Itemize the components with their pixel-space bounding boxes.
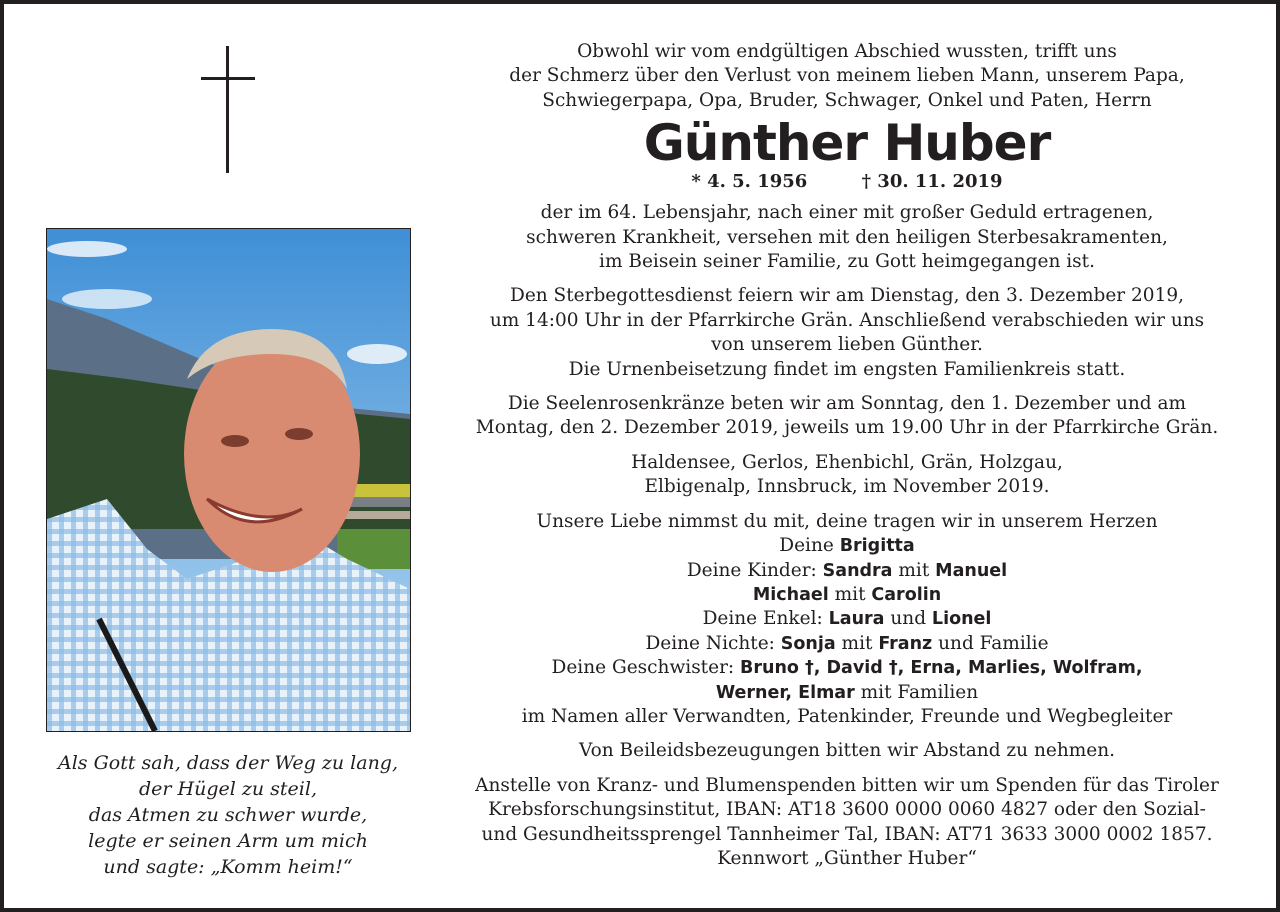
donation-line: Kennwort „Günther Huber“ xyxy=(717,847,977,869)
intro-line: Schwiegerpapa, Opa, Bruder, Schwager, Onkel und Paten, Herrn xyxy=(542,89,1152,111)
deceased-name: Günther Huber xyxy=(643,114,1051,173)
love-line: Unsere Liebe nimmst du mit, deine tragen wir in unserem Herzen xyxy=(536,510,1158,532)
birth-date: * 4. 5. 1956 xyxy=(691,171,808,193)
service-line: Die Urnenbeisetzung findet im engsten Familienkreis statt. xyxy=(568,358,1126,380)
family-niece: Deine Nichte: Sonja mit Franz und Familie xyxy=(645,632,1049,654)
intro-line: Obwohl wir vom endgültigen Abschied wussten, trifft uns xyxy=(577,41,1117,62)
poem-line: legte er seinen Arm um mich xyxy=(88,830,368,852)
family-siblings-2: Werner, Elmar mit Familien xyxy=(715,681,979,703)
paragraph-line: im Beisein seiner Familie, zu Gott heimgegangen ist. xyxy=(599,251,1095,273)
family-wife: Deine Brigitta xyxy=(779,535,915,557)
family-children-2: Michael mit Carolin xyxy=(752,583,942,605)
intro-line: der Schmerz über den Verlust von meinem lieben Mann, unserem Papa, xyxy=(509,65,1185,87)
service-line: von unserem lieben Günther. xyxy=(711,334,983,356)
poem-line: der Hügel zu steil, xyxy=(139,778,317,800)
service-line: um 14:00 Uhr in der Pfarrkirche Grän. Anschließend verabschieden wir uns xyxy=(489,309,1205,331)
poem xyxy=(28,750,428,880)
death-date: † 30. 11. 2019 xyxy=(861,171,1003,193)
family-closing: im Namen aller Verwandten, Patenkinder, Freunde und Wegbegleiter xyxy=(521,705,1173,727)
donation-line: Krebsforschungsinstitut, IBAN: AT18 3600 0000 0060 4827 oder den Sozial- xyxy=(488,799,1206,821)
donation-line: Anstelle von Kranz- und Blumenspenden bitten wir um Spenden für das Tiroler xyxy=(475,774,1219,796)
paragraph-line: schweren Krankheit, versehen mit den heiligen Sterbesakramenten, xyxy=(526,226,1168,248)
rosary-line: Montag, den 2. Dezember 2019, jeweils um 19.00 Uhr in der Pfarrkirche Grän. xyxy=(475,417,1219,439)
family-children: Deine Kinder: Sandra mit Manuel xyxy=(686,559,1008,581)
condolence-line: Von Beileidsbezeugungen bitten wir Abstand zu nehmen. xyxy=(578,740,1116,762)
obituary-text xyxy=(462,40,1232,871)
paragraph-line: der im 64. Lebensjahr, nach einer mit großer Geduld ertragenen, xyxy=(540,202,1154,224)
service-line: Den Sterbegottesdienst feiern wir am Dienstag, den 3. Dezember 2019, xyxy=(509,285,1184,307)
poem-line: Als Gott sah, dass der Weg zu lang, xyxy=(57,752,399,774)
family-siblings: Deine Geschwister: Bruno †, David †, Erna, Marlies, Wolfram, xyxy=(551,657,1143,679)
places-line: Haldensee, Gerlos, Ehenbichl, Grän, Holzgau, xyxy=(631,451,1063,473)
poem-line: das Atmen zu schwer wurde, xyxy=(88,804,368,826)
portrait-photo xyxy=(46,228,411,732)
donation-line: und Gesundheitssprengel Tannheimer Tal, IBAN: AT71 3633 3000 0002 1857. xyxy=(481,823,1213,845)
cross-icon xyxy=(201,46,255,173)
places-line: Elbigenalp, Innsbruck, im November 2019. xyxy=(644,476,1050,498)
life-dates xyxy=(462,171,1232,193)
rosary-line: Die Seelenrosenkränze beten wir am Sonntag, den 1. Dezember und am xyxy=(507,393,1187,415)
poem-line: und sagte: „Komm heim!“ xyxy=(103,856,353,878)
family-grandchildren: Deine Enkel: Laura und Lionel xyxy=(702,608,992,630)
